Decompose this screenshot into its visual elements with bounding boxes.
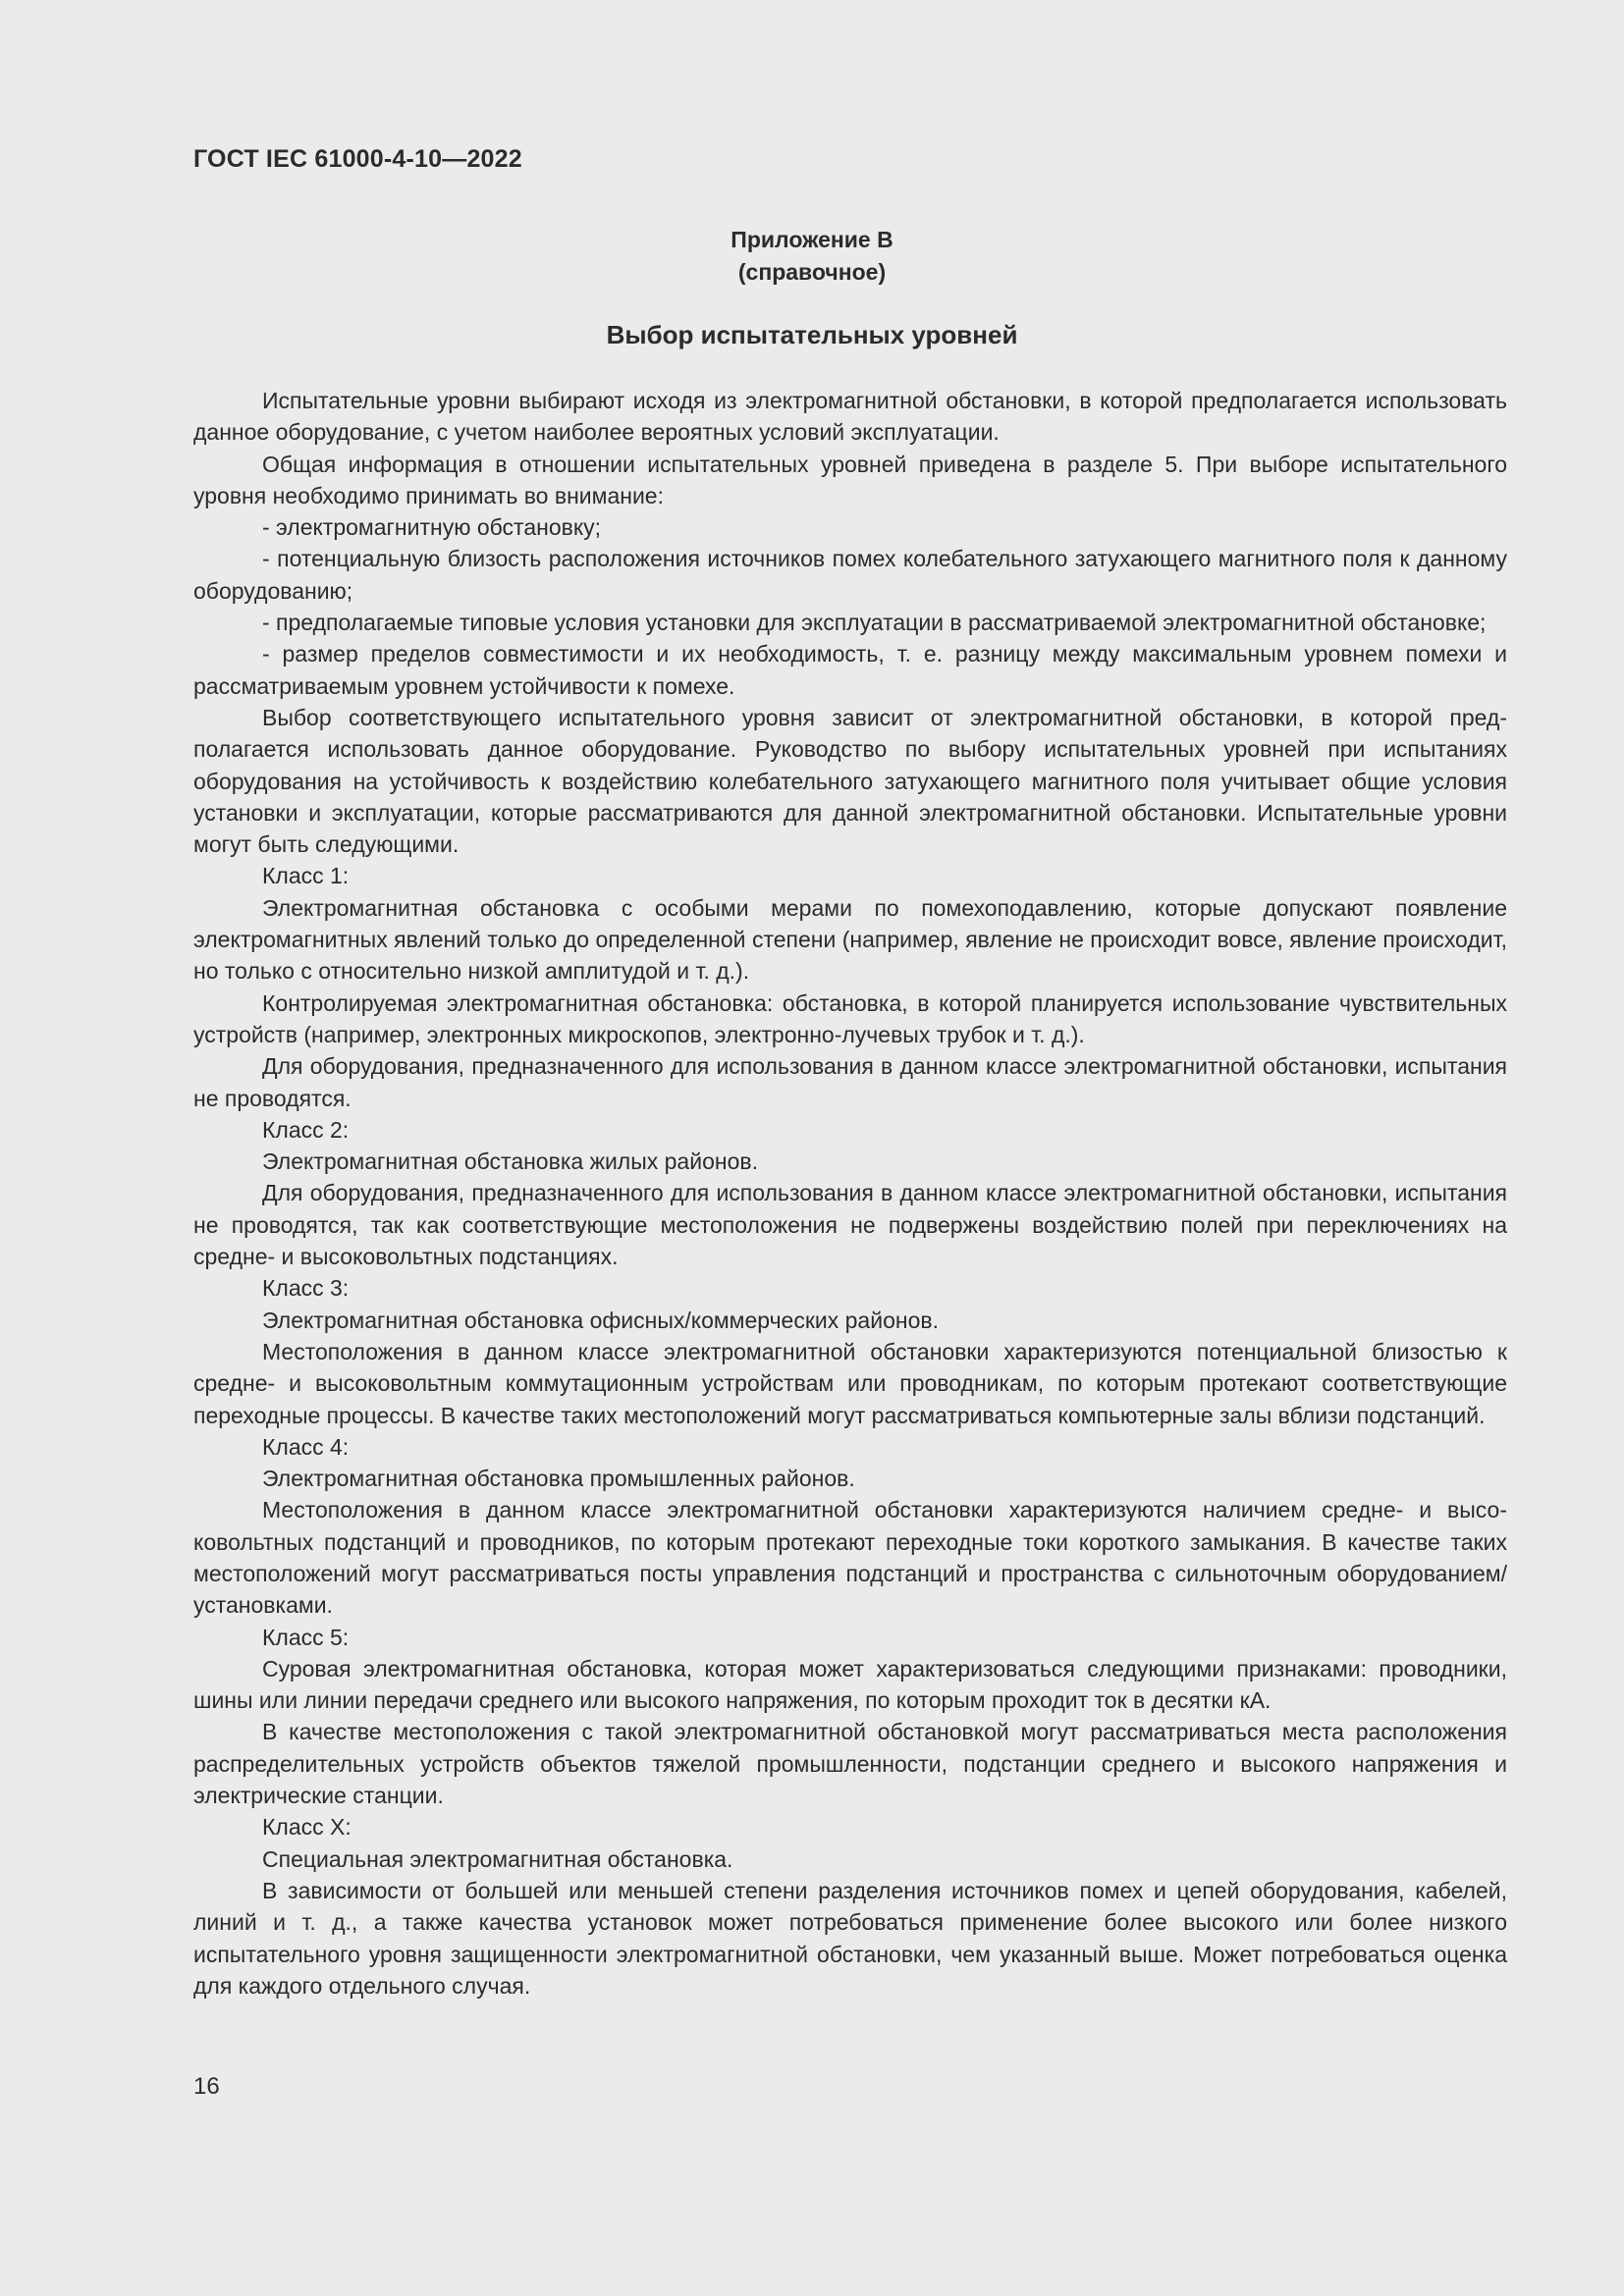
paragraph: Местоположения в данном классе электромагнитной обстановки характеризуются потенциальной близостью к средне- и высоковольтным коммутационным устройствам или проводникам, по которым протекают соответствующие переходные процессы. В качестве таких местоположений могут рассматриваться компьютерные залы вблизи подстанций. (193, 1338, 1507, 1428)
page-number: 16 (193, 2073, 220, 2100)
list-item: - размер пределов совместимости и их необходимость, т. е. разницу между максимальным уровнем помехи и рассматриваемым уровнем устойчивости к помехе. (193, 641, 1507, 699)
class-heading: Класс 4: (262, 1433, 350, 1460)
paragraph: Электромагнитная обстановка с особыми мерами по помехоподавлению, которые допускают появление электромагнитных явлений только до определенной степени (например, явление не происходит вовсе, явление происходит, но только с относительно низкой амплитудой и т. д.). (193, 894, 1507, 985)
paragraph: Контролируемая электромагнитная обстановка: обстановка, в которой планируется использование чувствительных устройств (например, электронных микроскопов, электронно-лучевых трубок и т. д.). (193, 989, 1507, 1047)
list-item: - предполагаемые типовые условия установки для эксплуатации в рассматриваемой электромагнитной обстановке; (262, 610, 1487, 636)
paragraph: Для оборудования, предназначенного для использования в данном классе электромагнитной обстановки, испытания не проводятся. (193, 1053, 1507, 1111)
paragraph: Суровая электромагнитная обстановка, которая может характеризоваться следующими признаками: проводники, шины или линии передачи среднего или высокого напряжения, по которым проходит ток в десятки кА. (193, 1655, 1507, 1714)
annex-label: Приложение В (731, 227, 893, 252)
paragraph: В качестве местоположения с такой электромагнитной обстановкой могут рассматриваться места расположения распределительных устройств объектов тяжелой промышленности, подстанции среднего и высокого напряжения и электрические станции. (193, 1719, 1507, 1809)
paragraph: Электромагнитная обстановка офисных/коммерческих районов. (262, 1307, 939, 1333)
paragraph: Специальная электромагнитная обстановка. (262, 1845, 733, 1872)
section-title: Выбор испытательных уровней (606, 320, 1018, 349)
class-heading: Класс 3: (262, 1275, 350, 1302)
paragraph: Общая информация в отношении испытательных уровней приведена в разделе 5. При выборе испытательного уровня необходимо принимать во внимание: (193, 451, 1507, 508)
paragraph: Электромагнитная обстановка жилых районов. (262, 1148, 758, 1175)
list-item: - потенциальную близость расположения источников помех колебательного затухающего магнитного поля к данному оборудованию; (193, 546, 1507, 604)
paragraph: Выбор соответствующего испытательного уровня зависит от электромагнитной обстановки, в которой предполагается использовать данное оборудование. Руководство по выбору испытательных уровней при испытаниях оборудования на устойчивость к воздействию колебательного затухающего магнитного поля учитывает общие условия установки и эксплуатации, которые рассматриваются для данной электромагнитной обстановки. Испытательные уровни могут быть следующими. (193, 704, 1507, 858)
class-heading: Класс 1: (262, 863, 350, 889)
list-item: - электромагнитную обстановку; (262, 514, 602, 541)
body-text (193, 385, 1507, 2002)
standard-code-header: ГОСТ IEC 61000-4-10—2022 (193, 145, 522, 173)
class-heading: Класс X: (262, 1814, 352, 1841)
paragraph: Электромагнитная обстановка промышленных районов. (262, 1466, 855, 1492)
annex-type: (справочное) (737, 259, 887, 285)
class-heading: Класс 2: (262, 1116, 350, 1143)
paragraph: В зависимости от большей или меньшей степени разделения источников помех и цепей оборудования, кабелей, линий и т. д., а также качества установок может потребоваться применение более высокого или более низкого испытательного уровня защищенности электромагнитной обстановки, чем указанный выше. Может потребоваться оценка для каждого отдельного случая. (193, 1877, 1507, 1999)
paragraph: Для оборудования, предназначенного для использования в данном классе электромагнитной обстановки, испытания не проводятся, так как соответствующие местоположения не подвержены воздействию полей при переключениях на средне- и высоковольтных подстанциях. (193, 1180, 1507, 1270)
paragraph: Испытательные уровни выбирают исходя из электромагнитной обстановки, в которой предполагается использовать данное оборудование, с учетом наиболее вероятных условий эксплуатации. (193, 388, 1507, 446)
annex-heading (0, 224, 1624, 289)
paragraph: Местоположения в данном классе электромагнитной обстановки характеризуются наличием средне- и высоковольтных подстанций и проводников, по которым протекают переходные токи короткого замыкания. В качестве таких местоположений могут рассматриваться посты управления подстанций и пространства с сильноточным оборудованием/установками. (193, 1497, 1507, 1619)
class-heading: Класс 5: (262, 1624, 350, 1650)
